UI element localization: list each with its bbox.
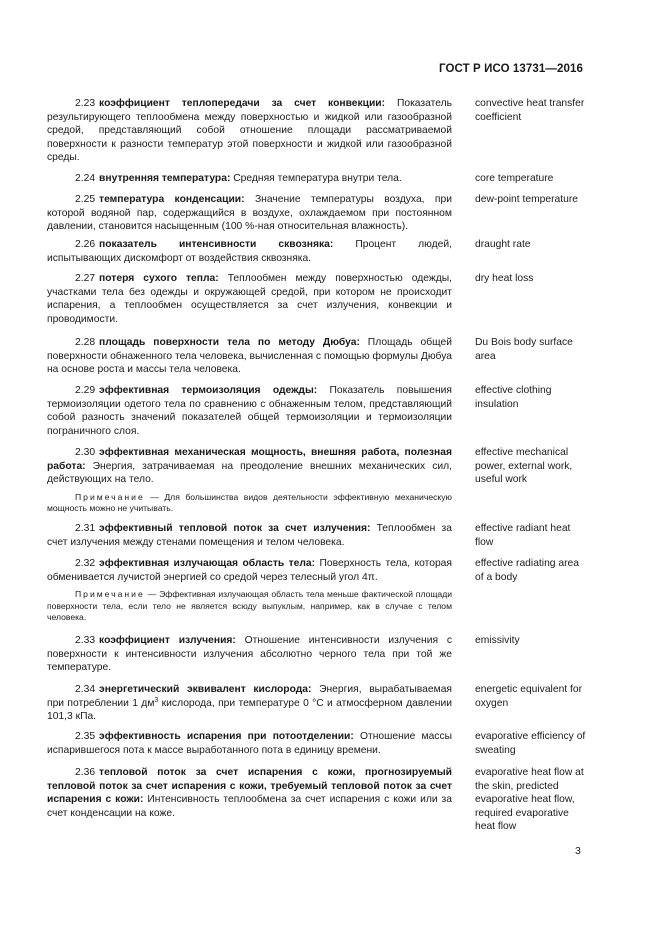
term-number: 2.33 [75,635,96,646]
definition-ru [47,384,452,438]
definition-ru [47,336,452,377]
definition-ru [47,634,452,675]
definition-ru [47,683,452,724]
term-definition: Площадь общей поверхности обнаженного тела человека, вычисленная с помощью формулы Дюбуа на основе роста и массы тела человека. [47,337,452,376]
term-definition: Отношение массы испарившегося пота к массе выработанного пота в единицу времени. [47,731,452,756]
term-english: energetic equivalent for oxygen [475,684,583,709]
term-number: 2.27 [75,273,96,284]
term-number: 2.32 [75,558,96,569]
term-english: effective mechanical power, external work, useful work [475,447,573,486]
definition-ru [47,97,452,165]
term-english: evaporative heat flow at the skin, predicted evaporative heat flow, required evaporative heat flow [475,767,584,833]
term-english: evaporative efficiency of sweating [475,731,586,756]
term-definition: Энергия, затрачиваемая на преодоление внешних механических сил, действующих на тело. [47,460,452,486]
term-english: effective radiant heat flow [475,523,571,548]
term-english: emissivity [475,635,520,646]
term-entry-2-32 [47,557,587,623]
term-entry-2-35 [47,730,587,757]
term-definition: Интенсивность теплообмена за счет испарения с кожи или за счет конденсации на коже. [47,794,452,819]
term-entry-2-26 [47,238,587,265]
term-entry-2-30 [47,446,587,515]
term-title: площадь поверхности тела по методу Дюбуа: [99,337,360,348]
definition-ru [47,766,452,820]
term-entry-2-29 [47,384,587,438]
term-definition: Показатель повышения термоизоляции одетого тела по сравнению с обнаженным телом, представляющий собой разность значений показателей общей термоизоляции и термоизоляции пограничного слоя. [47,385,452,437]
term-title: эффективный тепловой поток за счет излучения: [99,523,371,534]
page-number: 3 [575,845,581,857]
term-english: Du Bois body surface area [475,337,573,362]
term-english: convective heat transfer coefficient [475,98,585,123]
definition-ru [47,238,452,265]
term-definition: Теплообмен за счет излучения между стенами помещения и телом человека. [47,523,452,548]
term-entry-2-28 [47,336,587,377]
term-title: показатель интенсивности сквозняка: [99,239,334,250]
term-english: dry heat loss [475,273,534,284]
term-definition: Теплообмен между поверхностью одежды, участками тела без одежды и окружающей средой, при котором не происходит испарения, а теплообмен осуществляется за счет излучения, конвекции и проводимости. [47,273,452,325]
term-number: 2.24 [75,173,96,184]
definition-ru [47,446,452,515]
term-definition: Средняя температура внутри тела. [233,173,402,184]
definition-ru [47,172,452,186]
term-definition-b: кислорода, при температуре 0 °C и атмосферном давлении 101,3 кПа. [47,697,452,723]
term-title: коэффициент теплопередачи за счет конвекции: [99,98,386,109]
term-title: эффективность испарения при потоотделении: [99,731,354,742]
term-title: потеря сухого тепла: [99,273,219,284]
term-entry-2-36 [47,766,587,833]
term-title: эффективная механическая мощность, внешняя работа, полезная работа: [47,447,452,472]
term-title: тепловой поток за счет испарения с кожи, прогнозируемый тепловой поток за счет испарения с кожи, требуемый тепловой поток за счет испарения с кожи: [47,767,452,806]
term-number: 2.34 [75,684,96,695]
note [47,589,452,623]
note-text: — Для большинства видов деятельности эффективную механическую мощность можно не учитывать. [47,491,452,514]
term-english: effective radiating area of a body [475,558,579,583]
term-definition-a: Энергия, вырабатываемая при потреблении 1 дм [47,684,452,709]
term-english: core temperature [475,173,554,184]
definition-ru [47,730,452,757]
term-english: dew-point temperature [475,194,579,205]
term-title: температура конденсации: [99,194,245,205]
term-definition: Показатель результирующего теплообмена между поверхностью и жидкой или газообразной средой, представляющий собой отношение площади рассматриваемой поверхности к разности температур этой поверхности и жидкой или газообразной среды. [47,98,452,164]
term-entry-2-23 [47,97,587,165]
term-definition: Значение температуры воздуха, при которой водяной пар, содержащийся в воздухе, охлаждаемом при постоянном давлении, становится насыщенным (100 %-ная относительная влажность). [47,194,452,233]
term-title: внутренняя температура: [99,173,231,184]
note-label: Примечание [75,589,145,600]
term-entry-2-25 [47,193,587,234]
term-title: эффективная излучающая область тела: [99,558,316,569]
term-entry-2-33 [47,634,587,675]
term-title: энергетический эквивалент кислорода: [99,684,312,695]
term-number: 2.28 [75,337,96,348]
term-entry-2-24 [47,172,587,186]
term-entry-2-27 [47,272,587,326]
note [47,492,452,515]
term-entry-2-31 [47,522,587,549]
term-definition: Процент людей, испытывающих дискомфорт от воздействия сквозняка. [47,239,452,264]
note-text: — Эффективная излучающая область тела меньше фактической площади поверхности тела, если тело не является всюду выпуклым, например, как в случае с телом человека. [47,589,453,622]
definition-ru [47,272,452,326]
term-entry-2-34 [47,683,587,724]
term-number: 2.29 [75,385,96,396]
term-number: 2.30 [75,447,96,458]
superscript: 3 [154,696,159,704]
term-number: 2.31 [75,523,96,534]
document-header: ГОСТ Р ИСО 13731—2016 [438,63,583,75]
term-definition: Поверхность тела, которая обменивается лучистой энергией со средой через телесный угол 4π. [47,558,452,583]
term-number: 2.35 [75,731,96,742]
term-number: 2.23 [75,98,96,109]
term-english: draught rate [475,239,531,250]
note-label: Примечание [75,491,145,502]
definition-ru [47,193,452,234]
term-definition: Отношение интенсивности излучения с поверхности к интенсивности излучения абсолютно черного тела при той же температуре. [47,635,452,674]
term-number: 2.26 [75,239,96,250]
term-english: effective clothing insulation [475,385,552,410]
term-number: 2.25 [75,194,96,205]
definition-ru [47,522,452,549]
term-number: 2.36 [75,767,96,778]
term-title: эффективная термоизоляция одежды: [99,385,318,396]
term-title: коэффициент излучения: [99,635,236,646]
definition-ru [47,557,452,623]
